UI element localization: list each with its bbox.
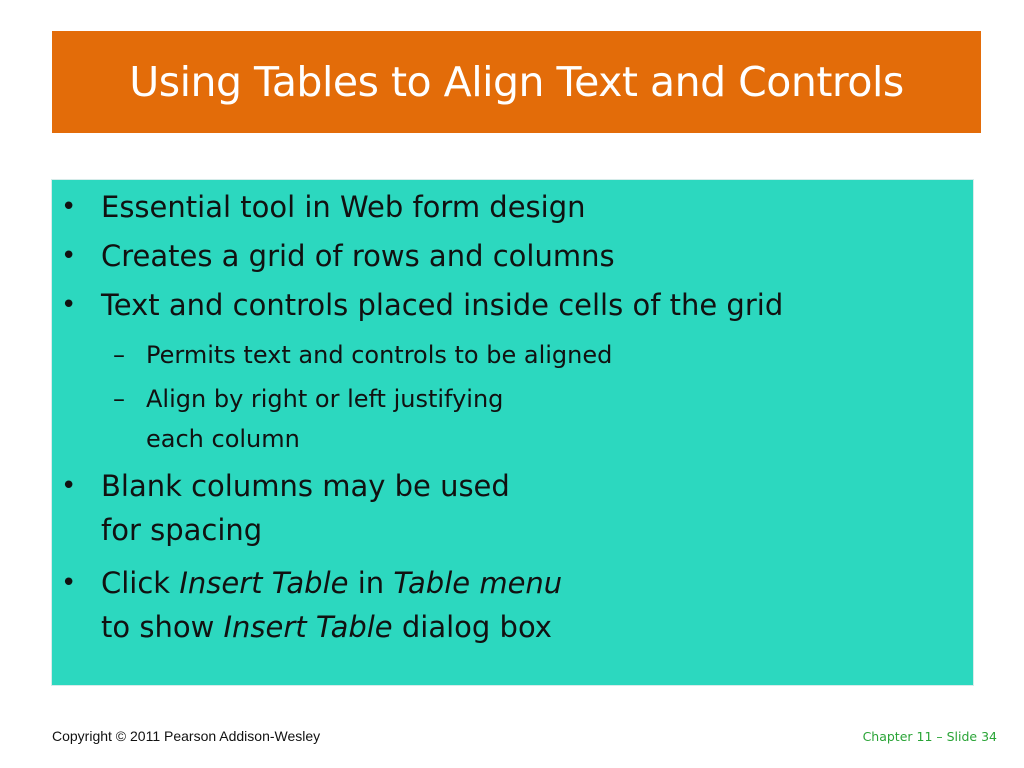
slide-title: Using Tables to Align Text and Controls	[129, 58, 904, 106]
sub-bullet-line: Align by right or left justifying	[146, 385, 504, 413]
bullet-line: for spacing	[101, 513, 263, 547]
bullet-marker: •	[61, 471, 77, 501]
slide-number: Chapter 11 – Slide 34	[862, 729, 997, 744]
text-run: dialog box	[392, 610, 552, 644]
sub-bullet-marker: –	[113, 385, 125, 413]
bullet-text	[101, 464, 510, 552]
sub-bullet-marker: –	[113, 341, 125, 369]
sub-bullet-text: Permits text and controls to be aligned	[146, 341, 613, 369]
italic-run: Insert Table	[223, 610, 393, 644]
text-run: to show	[101, 610, 224, 644]
bullet-text: Creates a grid of rows and columns	[101, 239, 615, 273]
text-run: Click	[101, 566, 180, 600]
bullet-text: Text and controls placed inside cells of the grid	[101, 288, 784, 322]
bullet-marker: •	[61, 568, 77, 598]
sub-bullet-text	[146, 379, 503, 459]
slide-title-bar	[52, 31, 981, 133]
sub-bullet-line: each column	[146, 425, 300, 453]
bullet-line	[101, 561, 562, 605]
bullet-text	[101, 561, 562, 649]
italic-run: Table menu	[393, 566, 563, 600]
bullet-marker: •	[61, 290, 77, 320]
content-box	[51, 179, 974, 686]
bullet-marker: •	[61, 241, 77, 271]
bullet-text: Essential tool in Web form design	[101, 190, 586, 224]
text-run: in	[348, 566, 394, 600]
bullet-line	[101, 605, 562, 649]
italic-run: Insert Table	[179, 566, 349, 600]
copyright-text: Copyright © 2011 Pearson Addison-Wesley	[52, 728, 321, 744]
bullet-marker: •	[61, 192, 77, 222]
bullet-line: Blank columns may be used	[101, 469, 510, 503]
